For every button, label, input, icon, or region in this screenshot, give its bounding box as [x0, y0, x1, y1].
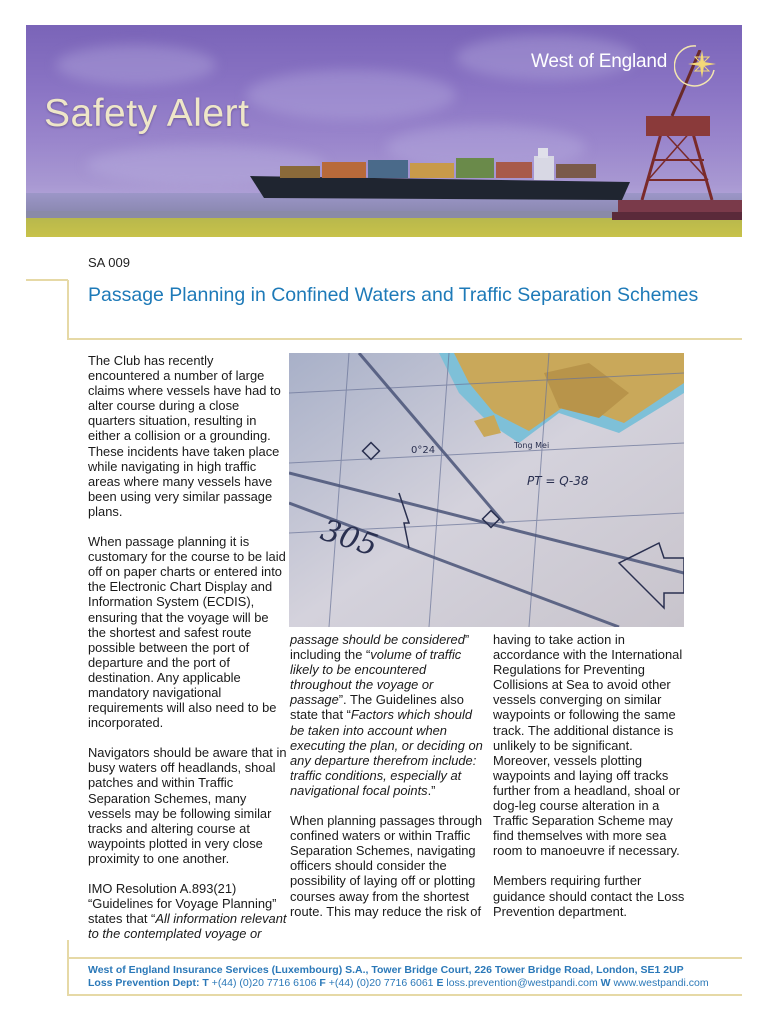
document-code: SA 009 — [88, 255, 130, 270]
divider — [67, 940, 69, 995]
chart-bearing-label: 0°24 — [411, 445, 436, 456]
divider — [67, 994, 742, 996]
divider — [67, 338, 742, 340]
footer-fax-label: F — [319, 977, 326, 989]
body-column-2 — [290, 632, 486, 934]
compass-star-logo-icon — [674, 40, 718, 88]
divider — [67, 280, 69, 340]
chart-course-label: 305 — [316, 512, 382, 564]
divider — [67, 957, 742, 959]
paragraph — [88, 881, 288, 941]
quoted-guideline: passage should be considered — [290, 632, 465, 647]
footer-phone: +(44) (0)20 7716 6106 — [208, 977, 320, 989]
paragraph: Members requiring further guidance should contact the Loss Prevention department. — [493, 873, 685, 919]
footer-contact — [88, 977, 709, 989]
footer-fax: +(44) (0)20 7716 6061 — [325, 977, 437, 989]
paragraph: The Club has recently encountered a number of large claims where vessels have had to alter course during a close quarters situation, resulting in either a collision or a grounding. These incidents have taken place while navigating in high traffic areas where many vessels have been using very similar passage plans. — [88, 353, 281, 519]
paragraph-text: .” — [427, 782, 436, 798]
footer-address: West of England Insurance Services (Luxembourg) S.A., Tower Bridge Court, 226 Tower Bridge Road, London, SE1 2UP — [88, 964, 684, 976]
paragraph: When planning passages through confined waters or within Traffic Separation Schemes, navigating officers should consider the possibility of laying off or plotting courses away from the shortest route. This may reduce the risk of — [290, 813, 483, 919]
page-title: Passage Planning in Confined Waters and Traffic Separation Schemes — [88, 284, 699, 306]
footer-email-link[interactable]: loss.prevention@westpandi.com — [443, 977, 601, 989]
paragraph-text: IMO Resolution A.893(21) “Guidelines for Voyage Planning” states that “ — [88, 881, 277, 927]
footer-email-label: E — [436, 977, 444, 989]
body-column-1 — [88, 353, 288, 956]
quoted-guideline: Factors which should be taken into account when executing the plan, or deciding on any departure therefrom include: traffic conditions, especially at navigational focal points — [290, 707, 483, 798]
paragraph-text: ”. The Guidelines also state that “ — [290, 692, 464, 723]
paragraph-text: ” including the “ — [290, 632, 470, 663]
container-ship-illustration — [250, 148, 635, 208]
paragraph: When passage planning it is customary for the course to be laid off on paper charts or entered into the Electronic Chart Display and Information System (ECDIS), ensuring that the voyage will be the shortest and safest route possible between the port of departure and the port of destination. Any applicable mandatory navigational requirements will also need to be incorporated. — [88, 534, 286, 731]
quoted-guideline: volume of traffic likely to be encountered throughout the voyage or passage — [290, 647, 462, 708]
paragraph: having to take action in accordance with the International Regulations for Preventing Collisions at Sea to avoid other vessels converging on similar waypoints or following the same track. The additional distance is unlikely to be significant. Moreover, vessels plotting waypoints and laying off tracks further from a headland, shoal or dog-leg course alteration in a Traffic Separation Scheme may find themselves with more sea room to manoeuvre if necessary. — [493, 632, 683, 859]
paragraph: Navigators should be aware that in busy waters off headlands, shoal patches and within Traffic Separation Schemes, many vessels may be following similar tracks and altering course at waypoints plotted in very close proximity to one another. — [88, 745, 287, 866]
chart-place-label: Tong Mei — [514, 441, 550, 450]
nautical-chart-photo — [289, 353, 684, 627]
paragraph — [290, 632, 486, 798]
quoted-guideline: All information relevant to the contemplated voyage or — [88, 911, 287, 942]
banner-title: Safety Alert — [44, 92, 250, 135]
brand-name: West of England — [531, 51, 668, 72]
body-column-3 — [493, 632, 693, 934]
footer-dept-label: Loss Prevention Dept: T — [88, 977, 209, 989]
footer-web-link[interactable]: www.westpandi.com — [610, 977, 709, 989]
chart-position-label: PT = Q-38 — [527, 474, 589, 488]
footer-web-label: W — [600, 977, 611, 989]
divider — [26, 279, 68, 281]
